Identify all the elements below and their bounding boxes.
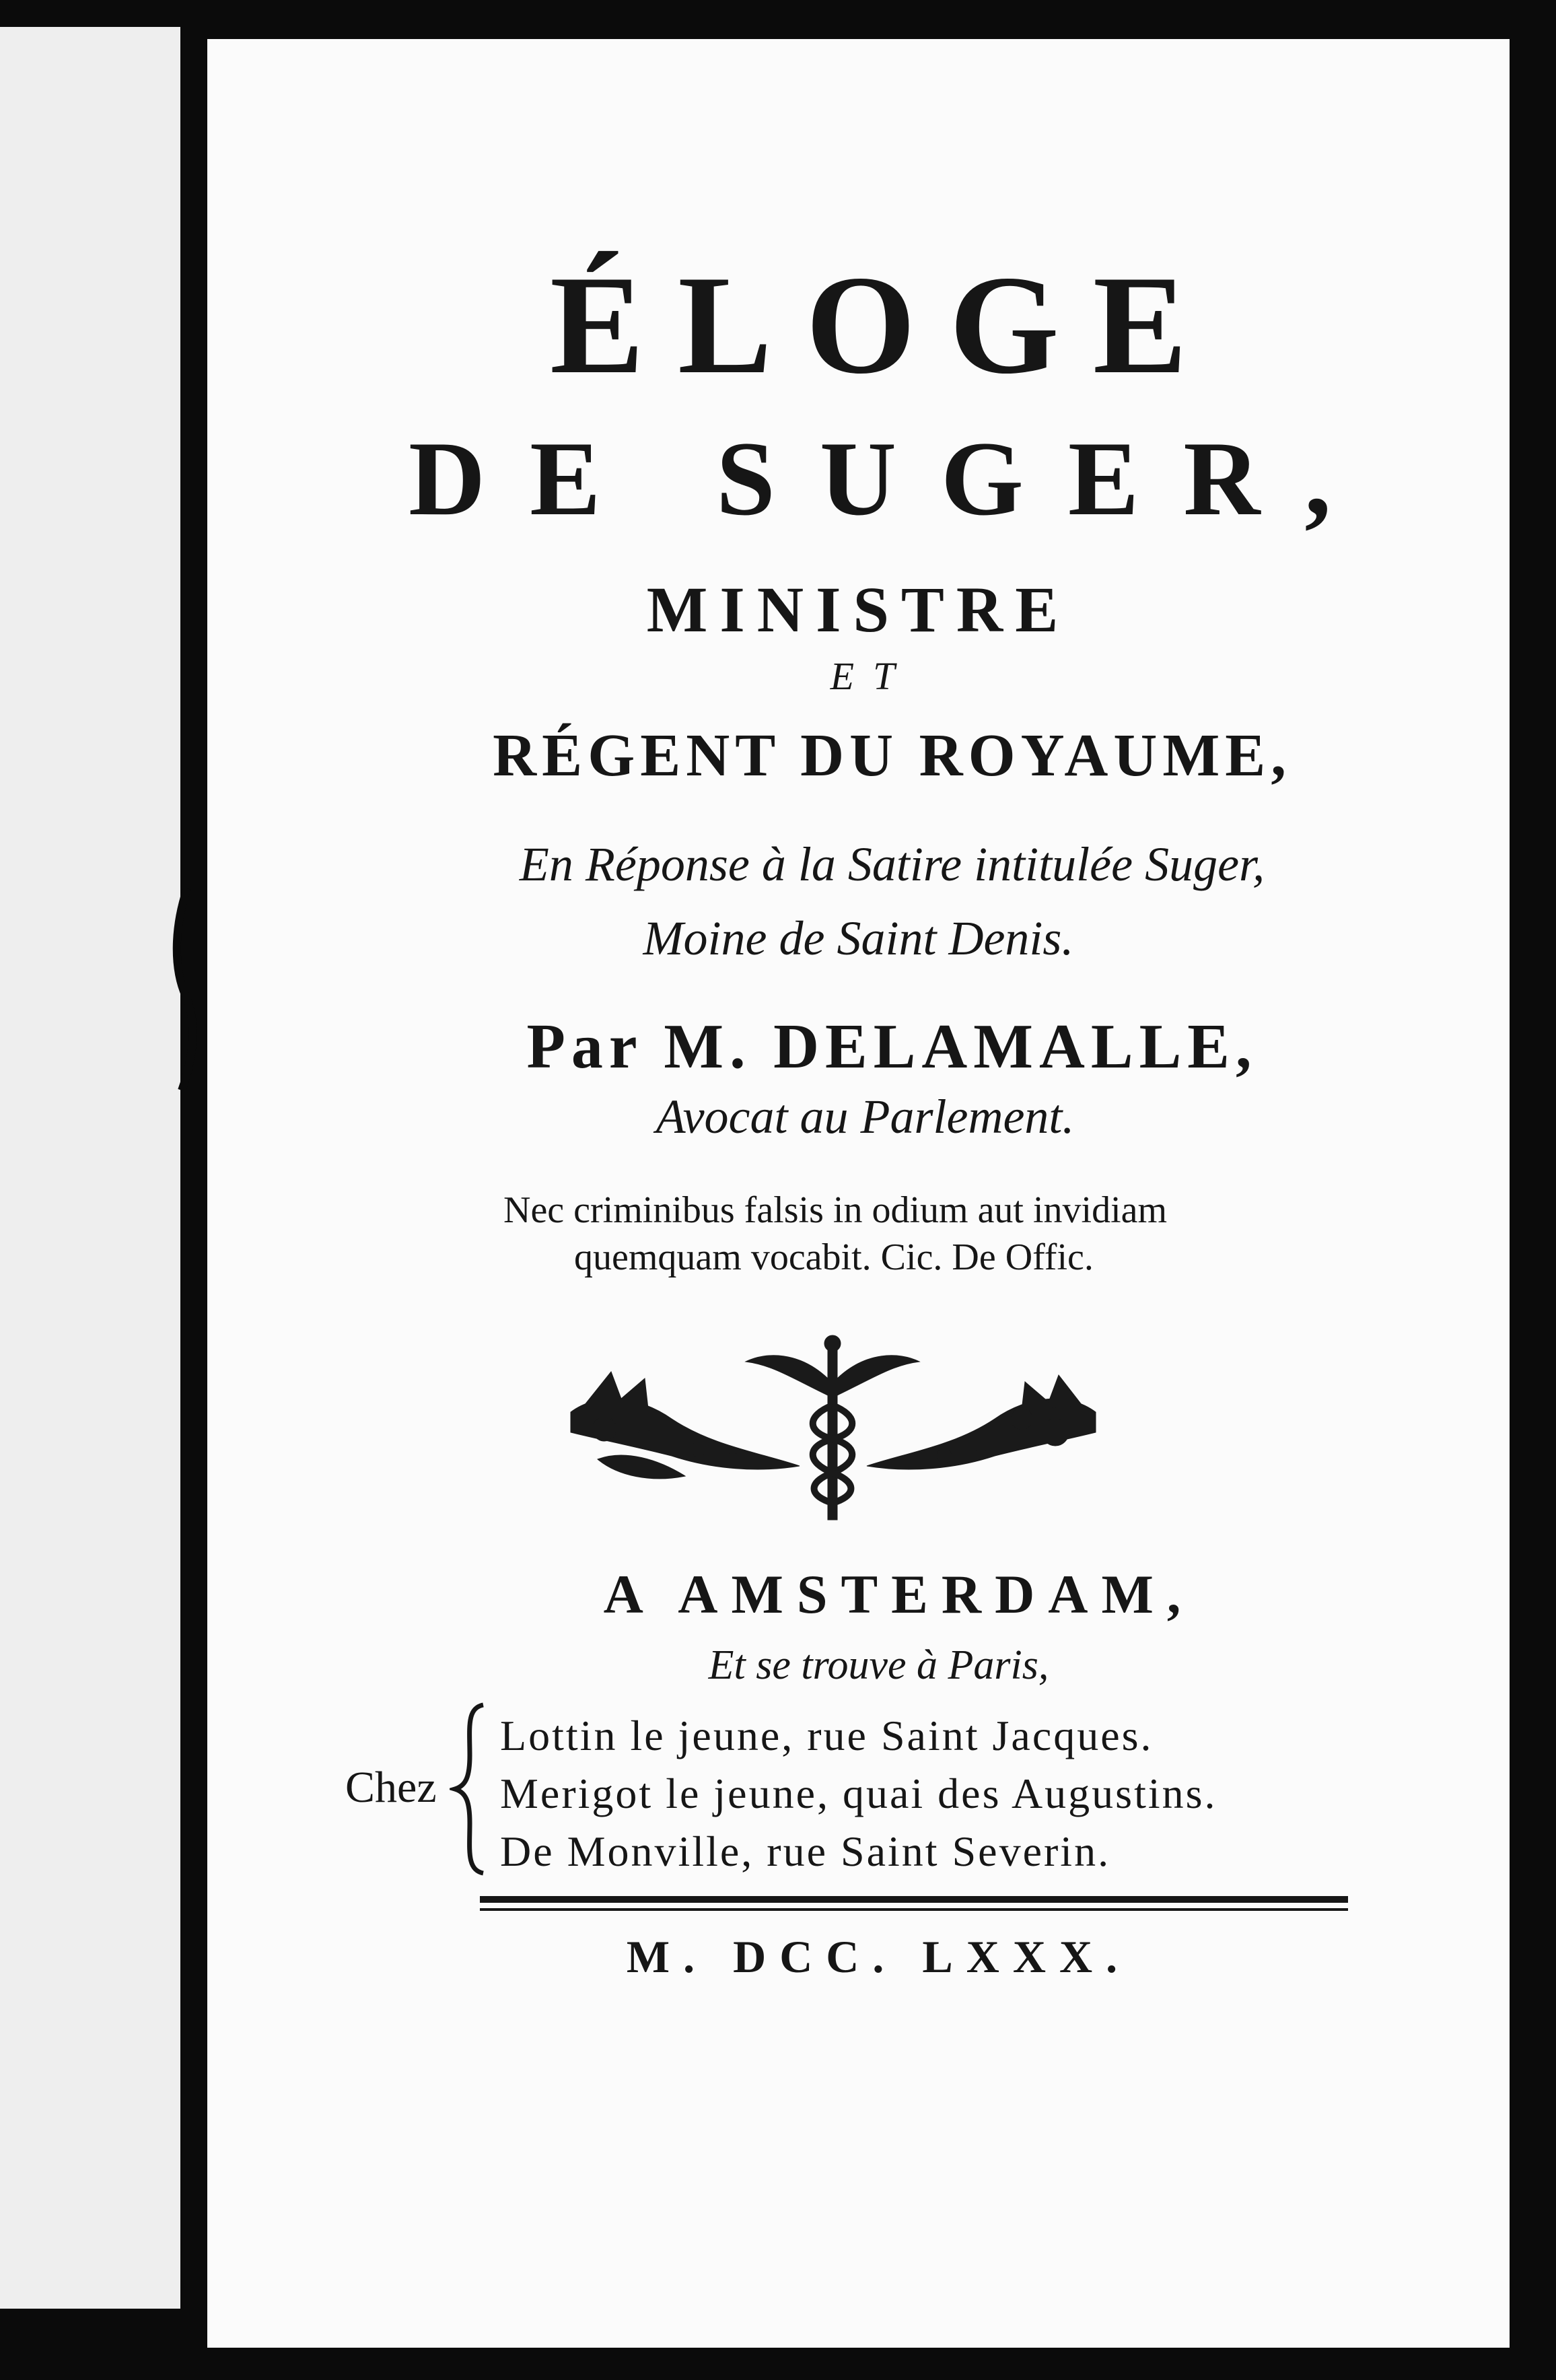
- binding-thread: [167, 888, 207, 1090]
- epigraph-line-1: Nec criminibus falsis in odium aut invidiam: [503, 1189, 1168, 1231]
- title-et: ET: [830, 654, 914, 698]
- title-page: [207, 39, 1510, 2348]
- imprint-chez: Chez: [345, 1763, 437, 1812]
- imprint-date: M. DCC. LXXX.: [626, 1931, 1131, 1982]
- seller-lottin: Lottin le jeune, rue Saint Jacques.: [500, 1712, 1154, 1759]
- caduceus-ornament: [557, 1331, 1109, 1533]
- seller-de-monville: De Monville, rue Saint Severin.: [500, 1827, 1111, 1875]
- author-byline: Par M. DELAMALLE,: [526, 1012, 1258, 1082]
- author-role: Avocat au Parlement.: [656, 1090, 1075, 1144]
- imprint-city: A AMSTERDAM,: [603, 1564, 1195, 1625]
- epigraph-line-2: quemquam vocabit. Cic. De Offic.: [574, 1236, 1094, 1278]
- curly-brace: [450, 1702, 490, 1877]
- title-regent: RÉGENT DU ROYAUME,: [493, 722, 1292, 789]
- facing-page: [0, 27, 180, 2309]
- book-gutter: [180, 27, 207, 2342]
- title-eloge: ÉLOGE: [550, 247, 1221, 403]
- subtitle-reponse: En Réponse à la Satire intitulée Suger,: [519, 837, 1265, 891]
- title-de-suger: DE SUGER,: [409, 420, 1376, 538]
- subtitle-moine: Moine de Saint Denis.: [643, 911, 1074, 965]
- epigraph: [503, 1187, 1513, 1281]
- double-rule: [480, 1893, 1348, 1920]
- seller-merigot: Merigot le jeune, quai des Augustins.: [500, 1770, 1217, 1817]
- title-ministre: MINISTRE: [646, 573, 1071, 645]
- sellers-list: [500, 1707, 1217, 1881]
- imprint-location: Et se trouve à Paris,: [708, 1642, 1049, 1688]
